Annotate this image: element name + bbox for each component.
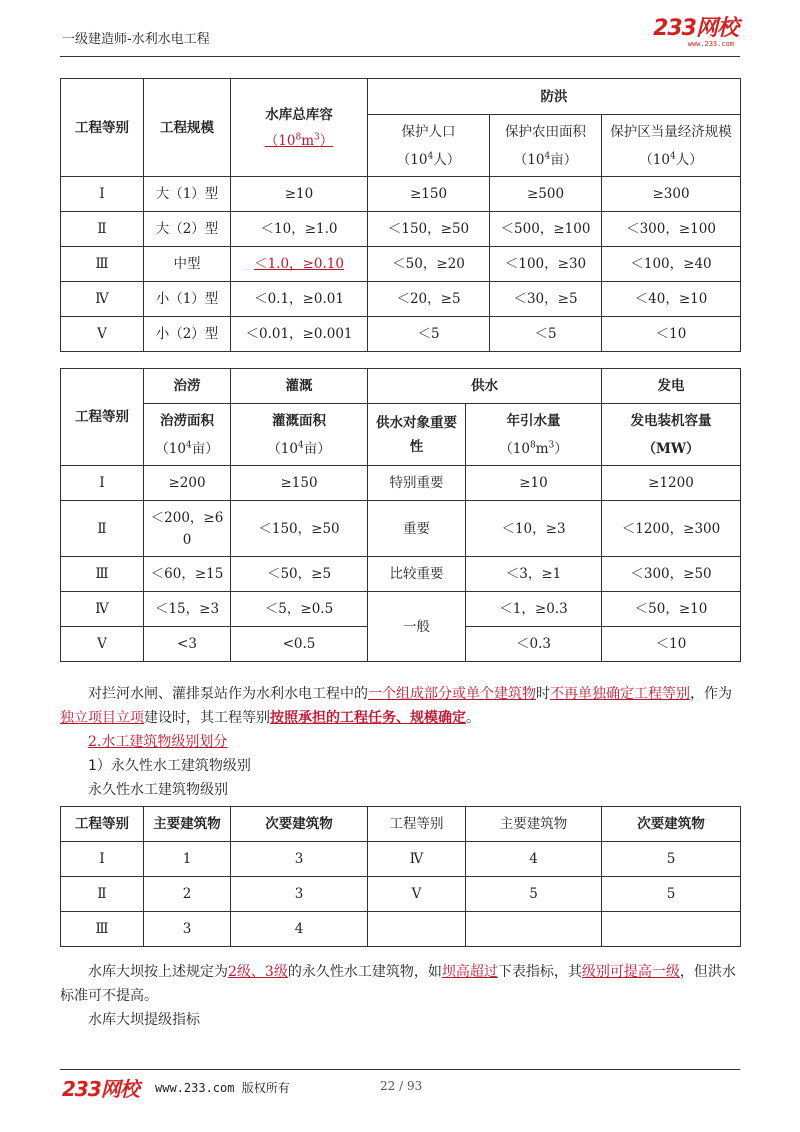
- paragraph-dam-upgrade: 水库大坝按上述规定为2级、3级的永久性水工建筑物，如坝高超过下表指标，其级别可提高一级，但洪水标准可不提高。: [60, 964, 736, 1004]
- header-protected-farmland: 保护农田面积 （$10^4$亩）: [490, 115, 602, 177]
- footer-divider: [60, 1069, 740, 1070]
- header-supply-importance: 供水对象重要性: [368, 404, 466, 466]
- table-row: Ⅱ 大（2）型 ＜10，≥1.0 ＜150，≥50 ＜500，≥100 ＜300，≥100: [61, 212, 741, 247]
- table-row: Ⅱ ＜200，≥60 ＜150，≥50 重要 ＜10，≥3 ＜1200，≥300: [61, 501, 741, 557]
- table-row: Ⅳ ＜15，≥3 ＜5，≥0.5 一般 ＜1，≥0.3 ＜50，≥10: [61, 592, 741, 627]
- header-protected-population: 保护人口 （$10^4$人）: [368, 115, 490, 177]
- header-grade: 工程等别: [61, 369, 144, 466]
- header-capacity: 水库总库容 $(10^8m^3)$: [231, 79, 368, 177]
- header-grade: 工程等别: [61, 807, 144, 842]
- project-grade-table-benefits: [60, 368, 741, 662]
- brand-logo-url: www.233.com: [687, 40, 734, 48]
- footer-copyright: www.233.com 版权所有: [155, 1081, 290, 1095]
- header-divider: [60, 56, 740, 57]
- header-economic-scale: 保护区当量经济规模 （$10^4$人）: [602, 115, 741, 177]
- table-row: Ⅲ 3 4: [61, 912, 741, 947]
- table-caption: 永久性水工建筑物级别: [88, 782, 228, 798]
- header-grade-2: 工程等别: [368, 807, 466, 842]
- header-annual-water-volume: 年引水量 $(10^8m^3)$: [466, 404, 602, 466]
- header-irrigation: 灌溉: [231, 369, 368, 404]
- table-row: Ⅲ 中型 ＜1.0，≥0.10 ＜50，≥20 ＜100，≥30 ＜100，≥40: [61, 247, 741, 282]
- table-row: Ⅴ 小（2）型 ＜0.01，≥0.001 ＜5 ＜5 ＜10: [61, 317, 741, 352]
- header-drainage-area: 治涝面积 （$10^4$亩）: [144, 404, 231, 466]
- header-grade: 工程等别: [61, 79, 144, 177]
- highlighted-capacity: ＜1.0，≥0.10: [231, 247, 368, 282]
- header-minor-building-2: 次要建筑物: [602, 807, 741, 842]
- brand-logo: [653, 18, 738, 48]
- header-water-supply: 供水: [368, 369, 602, 404]
- project-grade-table-flood: [60, 78, 741, 352]
- header-scale: 工程规模: [144, 79, 231, 177]
- table-row: Ⅱ 2 3 Ⅴ 5 5: [61, 877, 741, 912]
- table-row: Ⅲ ＜60，≥15 ＜50，≥5 比较重要 ＜3，≥1 ＜300，≥50: [61, 557, 741, 592]
- paragraph-sluice-note: 对拦河水闸、灌排泵站作为水利水电工程中的一个组成部分或单个建筑物时不再单独确定工程等别，作为独立项目立项建设时，其工程等别按照承担的工程任务、规模确定。: [60, 686, 732, 726]
- footer-logo: 233网校: [62, 1077, 139, 1101]
- header-main-building-2: 主要建筑物: [466, 807, 602, 842]
- building-level-table: [60, 806, 741, 947]
- header-irrigation-area: 灌溉面积 （$10^4$亩）: [231, 404, 368, 466]
- table-row: Ⅰ ≥200 ≥150 特别重要 ≥10 ≥1200: [61, 466, 741, 501]
- header-minor-building: 次要建筑物: [231, 807, 368, 842]
- paragraph-dam-index-caption: 水库大坝提级指标: [88, 1012, 200, 1028]
- brand-logo-text: 233网校: [653, 16, 738, 41]
- document-header-title: 一级建造师-水利水电工程: [62, 32, 210, 47]
- section-title: 2.水工建筑物级别划分: [88, 734, 228, 750]
- header-power: 发电: [602, 369, 741, 404]
- table-row: Ⅴ <3 <0.5 ＜0.3 ＜10: [61, 627, 741, 662]
- subsection-title: 1）永久性水工建筑物级别: [88, 758, 251, 774]
- table-row: Ⅰ 1 3 Ⅳ 4 5: [61, 842, 741, 877]
- table-row: Ⅳ 小（1）型 ＜0.1，≥0.01 ＜20，≥5 ＜30，≥5 ＜40，≥10: [61, 282, 741, 317]
- header-drainage: 治涝: [144, 369, 231, 404]
- header-flood: 防洪: [368, 79, 741, 115]
- header-main-building: 主要建筑物: [144, 807, 231, 842]
- table-row: Ⅰ 大（1）型 ≥10 ≥150 ≥500 ≥300: [61, 177, 741, 212]
- page-number: 22 / 93: [380, 1079, 423, 1093]
- header-installed-capacity: 发电装机容量 （MW）: [602, 404, 741, 466]
